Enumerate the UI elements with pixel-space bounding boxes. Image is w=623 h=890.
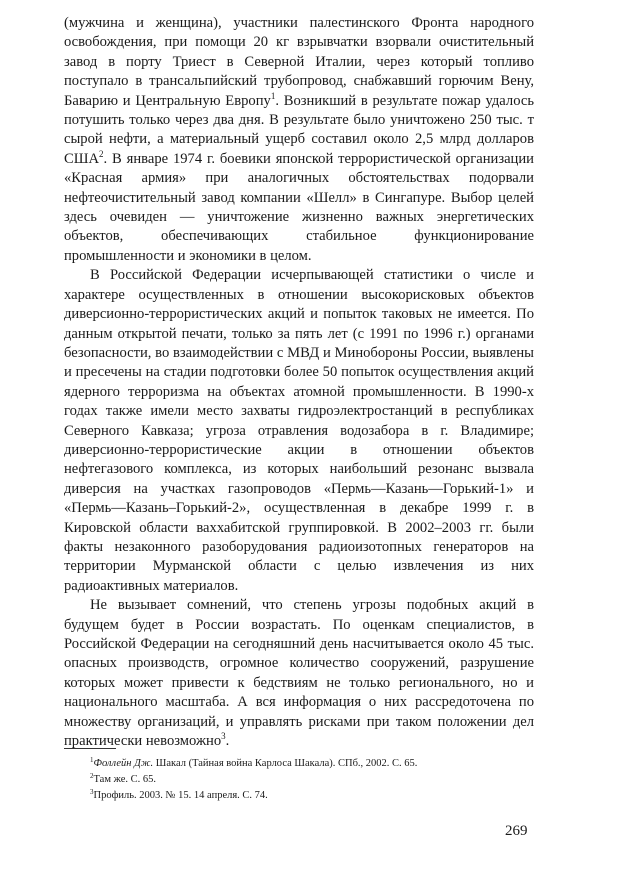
footnote-1 [64, 756, 534, 772]
footnote-2 [64, 772, 534, 788]
footnote-3 [64, 788, 534, 804]
text-run: Не вызывает сомнений, что степень угрозы подобных акций в будущем будет в России возрастать. По оценкам специалистов, в Российской Федерации на сегодняшний день насчитывается около 45 тыс. опасных производств, огромное количество сооружений, разрушение которых может привести к бедствиям не только регионального, но и национального масштаба. А вся информация о них рассредоточена по множеству организаций, и управлять рисками при таком положении дел практически невозможно [64, 597, 534, 750]
footnote-2-text: Там же. С. 65. [93, 773, 156, 785]
footnote-ref: 2 [99, 148, 104, 159]
footnote-3-marker: 3 [90, 787, 94, 796]
paragraph-1 [64, 14, 534, 266]
footnotes [64, 756, 534, 803]
footnote-ref: 1 [270, 90, 276, 101]
page-number: 269 [505, 823, 528, 839]
body-text [64, 14, 534, 751]
text-run: В Российской Федерации исчерпывающей статистики о числе и характере осуществленных в отношении высокорисковых объектов диверсионно-террористических акций и попыток таковых не имеется. По данным открытой печати, только за пять лет (с 1991 по 1996 г.) органами безопасности, во взаимодействии с МВД и Минобороны России, выявлены и пресечены на стадии подготовки более 50 попыток осуществления акций ядерного терроризма на объектах атомной промышленности. В 1990-х годах также имели место захваты гидроэлектростанций в республиках Северного Кавказа; угроза отравления водозабора в г. Владимире; диверсионно-террористические акции в отношении объектов нефтегазового комплекса, из которых наибольший резонанс вызвала диверсия на участках газопроводов «Пермь—Казань—Горький-1» и «Пермь—Казань–Горький-2», осуществленная в декабре 1999 г. в Кировской области ваххабитской группировкой. В 2002–2003 гг. были факты незаконного разоборудования радиоизотопных генераторов на территории Мурманской области с целью извлечения из них радиоактивных материалов. [64, 267, 534, 594]
footnote-1-text: Шакал (Тайная война Карлоса Шакала). СПб., 2002. С. 65. [153, 758, 418, 769]
footnote-3-text: Профиль. 2003. № 15. 14 апреля. С. 74. [93, 789, 268, 801]
paragraph-2 [64, 266, 534, 596]
text-run: . [225, 733, 230, 750]
footnote-2-marker: 2 [90, 771, 94, 780]
footnote-1-author: Фоллейн Дж. [93, 758, 154, 769]
paragraph-3 [64, 596, 534, 751]
text-run: . Возникший в результате пожар удалось потушить только через два дня. В результате было уничтожено 250 тыс. т сырой нефти, а материальный ущерб составил около 2,5 млрд долларов США [64, 92, 534, 167]
text-run: (мужчина и женщина), участники палестинского Фронта народного освобождения, при помощи 20 кг взрывчатки взорвали очистительный завод в порту Триест в Северной Италии, через который топливо поступало в трансальпийский трубопровод, снабжавший горючим Вену, Баварию и Центральную Европу [64, 15, 534, 109]
text-run: . В январе 1974 г. боевики японской террористической организации «Красная армия» при аналогичных обстоятельствах подорвали нефтеочистительный завод компании «Шелл» в Сингапуре. Выбор целей здесь очевиден — уничтожение жизненно важных энергетических объектов, обеспечивающих стабильное функционирование промышленности и экономики в целом. [64, 150, 534, 264]
footnote-ref: 3 [221, 731, 226, 742]
footnote-separator [64, 748, 116, 749]
footnote-1-marker: 1 [90, 756, 94, 764]
